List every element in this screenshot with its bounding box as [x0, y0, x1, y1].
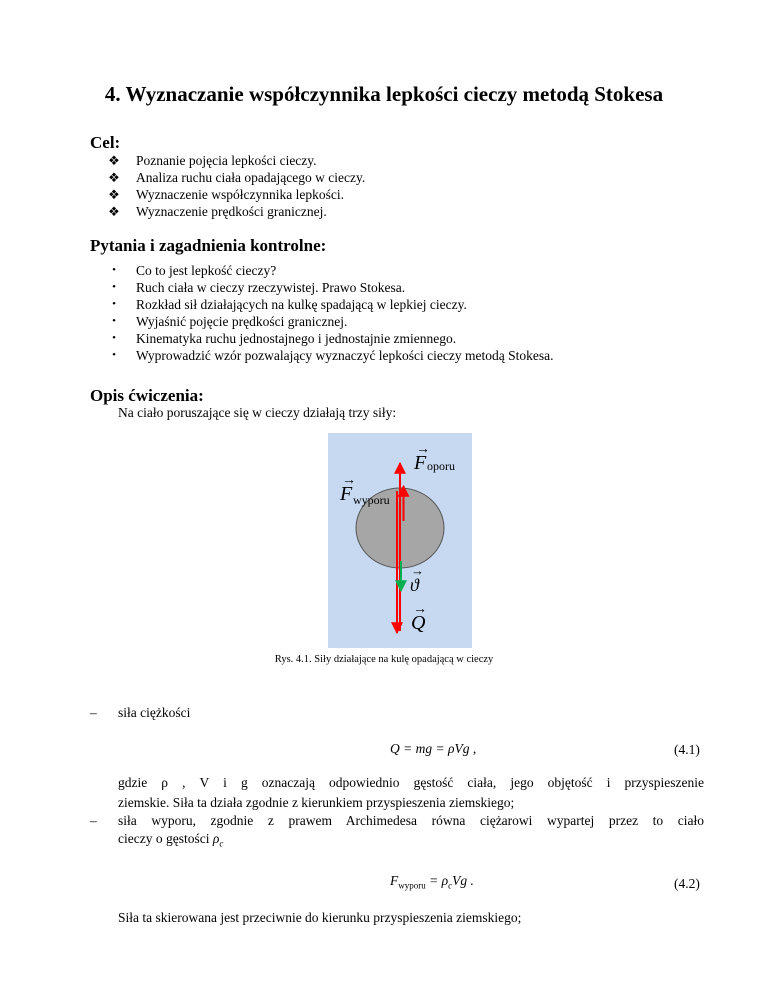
eq-rho-subscript: c — [448, 880, 453, 891]
bullet-icon: • — [112, 332, 116, 344]
list-item-text: Kinematyka ruchu jednostajnego i jednostajnie zmiennego. — [136, 331, 457, 346]
list-item — [106, 313, 554, 330]
weight-label: siła ciężkości — [118, 705, 191, 720]
goals-heading: Cel: — [90, 133, 121, 152]
forces-diagram — [328, 433, 472, 648]
list-item-text: Co to jest lepkość cieczy? — [136, 263, 277, 278]
vector-arrow-icon: → — [342, 473, 356, 488]
list-item-text: Wyprowadzić wzór pozwalający wyznaczyć lepkości cieczy metodą Stokesa. — [136, 348, 554, 363]
list-item — [106, 347, 554, 364]
description-heading: Opis ćwiczenia: — [90, 386, 204, 405]
drag-force-symbol: F — [414, 452, 427, 474]
list-item — [106, 169, 365, 186]
buoyancy-force-symbol: F — [340, 483, 353, 505]
list-dash: – — [90, 813, 97, 828]
diamond-bullet-icon: ❖ — [108, 153, 120, 168]
vector-arrow-icon: → — [416, 442, 430, 457]
list-item-text: Rozkład sił działających na kulkę spadającą w lepkiej cieczy. — [136, 297, 467, 312]
list-dash: – — [90, 705, 97, 720]
list-item — [106, 296, 554, 313]
velocity-symbol: ϑ — [410, 575, 419, 595]
bullet-icon: • — [112, 264, 116, 276]
list-item-text: Ruch ciała w cieczy rzeczywistej. Prawo Stokesa. — [136, 280, 406, 295]
list-item — [106, 279, 554, 296]
eq-lhs-subscript: wyporu — [398, 880, 426, 891]
eq-tail: Vg . — [452, 873, 474, 888]
list-item-text: Analiza ruchu ciała opadającego w cieczy. — [136, 170, 366, 185]
diamond-bullet-icon: ❖ — [108, 170, 120, 185]
weight-symbol: Q — [411, 612, 426, 634]
bullet-icon: • — [112, 349, 116, 361]
drag-force-subscript: oporu — [427, 459, 455, 473]
buoyancy-closing-text: Siła ta skierowana jest przeciwnie do kierunku przyspieszenia ziemskiego; — [118, 910, 522, 925]
list-item-text: Wyznaczenie prędkości granicznej. — [136, 204, 327, 219]
buoyancy-description-line: siła wyporu, zgodnie z prawem Archimedesa równa ciężarowi wypartej przez to ciało — [118, 813, 704, 828]
equation-number: (4.1) — [674, 742, 700, 757]
equation-4-1: Q = mg = ρVg , — [390, 741, 477, 756]
equation-4-2 — [390, 873, 474, 891]
liquid-density-subscript: c — [219, 838, 224, 849]
eq-lhs: F — [390, 873, 399, 888]
list-item — [106, 330, 554, 347]
diamond-bullet-icon: ❖ — [108, 187, 120, 202]
bullet-icon: • — [112, 298, 116, 310]
list-item — [106, 186, 365, 203]
goals-list — [106, 152, 365, 220]
list-item-text: Poznanie pojęcia lepkości cieczy. — [136, 153, 317, 168]
intro-text: Na ciało poruszające się w cieczy działają trzy siły: — [118, 405, 397, 420]
vector-arrow-icon: → — [413, 602, 427, 617]
list-item — [106, 262, 554, 279]
list-item — [106, 203, 365, 220]
buoyancy-force-subscript: wyporu — [353, 493, 390, 507]
vector-arrow-icon: → — [411, 563, 424, 578]
list-item — [106, 152, 365, 169]
liquid-density-symbol: ρ — [212, 831, 220, 846]
diamond-bullet-icon: ❖ — [108, 204, 120, 219]
buoyancy-density-text: cieczy o gęstości — [118, 831, 210, 846]
bullet-icon: • — [112, 281, 116, 293]
equation-number: (4.2) — [674, 876, 700, 891]
page-title: 4. Wyznaczanie współczynnika lepkości cieczy metodą Stokesa — [104, 82, 664, 106]
figure-caption: Rys. 4.1. Siły działające na kulę opadającą w cieczy — [274, 654, 494, 665]
list-item-text: Wyznaczenie współczynnika lepkości. — [136, 187, 344, 202]
list-item-text: Wyjaśnić pojęcie prędkości granicznej. — [136, 314, 348, 329]
questions-list — [106, 262, 554, 364]
weight-description-line: ziemskie. Siła ta działa zgodnie z kierunkiem przyspieszenia ziemskiego; — [118, 795, 515, 810]
buoyancy-description-line — [118, 831, 223, 849]
questions-heading: Pytania i zagadnienia kontrolne: — [90, 236, 327, 255]
bullet-icon: • — [112, 315, 116, 327]
weight-description-line: gdzie ρ , V i g oznaczają odpowiednio gęstość ciała, jego objętość i przyspieszenie — [118, 775, 704, 790]
eq-rho: = ρ — [425, 873, 449, 888]
